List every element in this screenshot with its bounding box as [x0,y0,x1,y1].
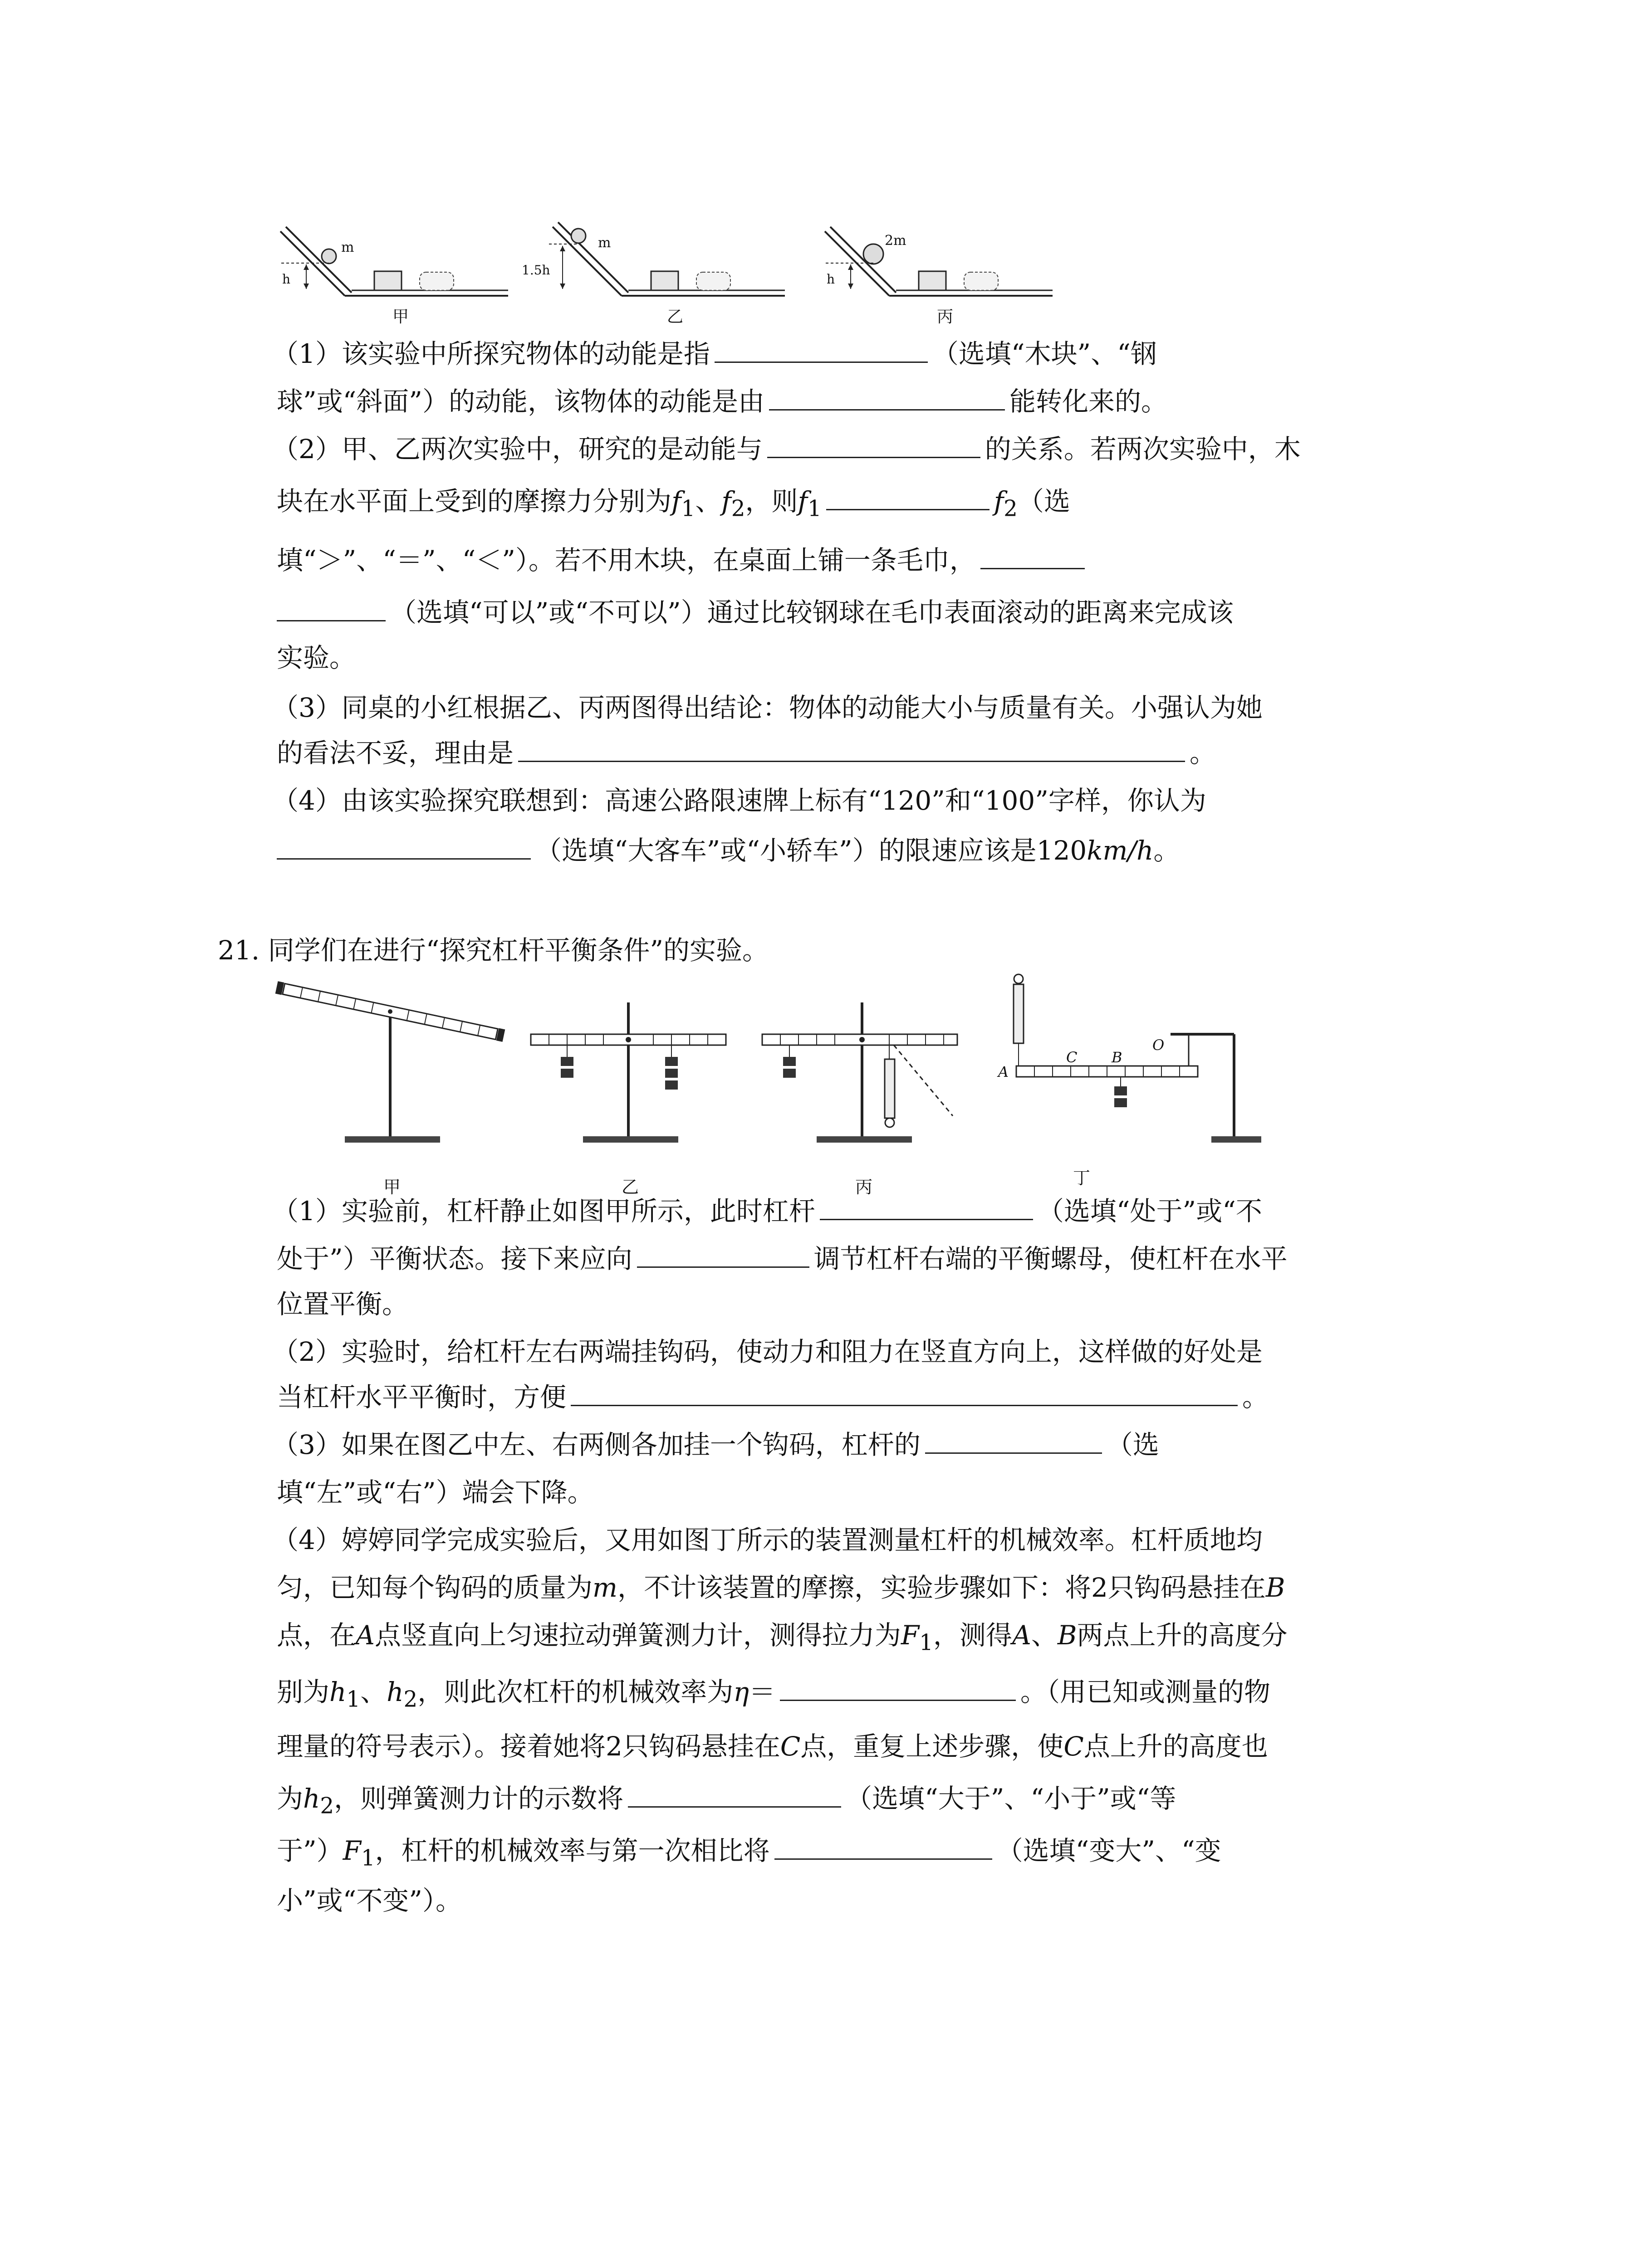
subscript: 1 [807,496,822,522]
answer-blank[interactable] [767,456,980,458]
q20-p1-text: （选填“木块”、“钢 [932,338,1157,369]
panel-label: 甲 [392,308,409,326]
q21-p1-text: （1）实验前，杠杆静止如图甲所示，此时杠杆 [272,1196,815,1227]
q20-p3-text: （3）同桌的小红根据乙、丙两图得出结论：物体的动能大小与质量有关。小强认为她 [272,692,1263,723]
subscript: 1 [919,1630,933,1656]
friction-symbol: f [798,486,808,517]
q21-p2-text: 当杠杆水平平衡时，方便 [277,1382,567,1413]
q21-p1-text: 处于”）平衡状态。接下来应向 [277,1243,632,1274]
q21-p1-text: 位置平衡。 [277,1289,409,1320]
subscript: 2 [731,496,745,522]
height-label: h [282,272,291,287]
panel-label: 乙 [622,1177,639,1197]
q20-p2-text: （选 [1017,486,1070,517]
subscript: 1 [346,1686,361,1712]
height-label: h [827,272,835,287]
q21-p4-text: 、 [1031,1620,1058,1651]
q21-p4-text: 为 [277,1783,304,1814]
height-label: 1.5h [522,263,550,278]
q21-p4-text: 别为 [277,1677,330,1707]
wood-block [919,271,946,290]
q20-p2-text: 实验。 [277,642,356,673]
wood-block [374,271,402,290]
steel-ball [322,249,336,264]
q21-p4-text: 点，重复上述步骤，使 [800,1731,1064,1762]
lever-experiment-figure [272,966,1443,1202]
ramp-experiment-figure [272,218,1071,340]
answer-blank[interactable] [277,620,386,621]
q20-p2-text: 填“＞”、“＝”、“＜”）。若不用木块，在桌面上铺一条毛巾， [277,545,976,576]
steel-ball [571,229,586,243]
math-symbol: h [387,1677,404,1707]
q21-p1-text: 调节杠杆右端的平衡螺母，使杠杆在水平 [813,1243,1288,1274]
subscript: 1 [361,1845,375,1871]
q21-p2-text: 。 [1242,1382,1269,1413]
q21-p4-text: ，不计该装置的摩擦，实验步骤如下：将2只钩码悬挂在 [617,1572,1266,1603]
panel-label: 丙 [855,1177,873,1197]
q20-p3-text: 。 [1190,738,1216,768]
answer-blank[interactable] [820,1218,1033,1220]
point-label-a: A [998,1063,1009,1080]
q21-p3-text: （选 [1106,1429,1159,1460]
math-symbol: F [901,1620,920,1651]
q21-p4-text: 点上升的高度也 [1083,1731,1268,1762]
point-label-o: O [1152,1036,1165,1054]
subscript: 1 [681,496,696,522]
math-symbol: h [303,1783,320,1814]
lever-panel-yi [531,1002,726,1197]
q21-p4-text: 点竖直向上匀速拉动弹簧测力计，测得拉力为 [374,1620,901,1651]
spring-scale [1014,984,1024,1043]
answer-blank[interactable] [277,858,531,860]
q20-p4-text: 。 [1153,835,1180,866]
answer-blank[interactable] [980,567,1085,569]
answer-blank[interactable] [774,1858,992,1860]
q21-p4-text: 小”或“不变”）。 [277,1885,462,1916]
answer-blank[interactable] [571,1404,1238,1406]
subscript: 2 [320,1793,334,1819]
answer-blank[interactable] [780,1699,1016,1701]
math-symbol: B [1265,1572,1285,1603]
q21-p4-text: （选填“大于”、“小于”或“等 [846,1783,1176,1814]
math-symbol: C [1063,1731,1084,1762]
friction-symbol: f [994,486,1004,517]
math-symbol: m [593,1572,618,1603]
math-symbol: A [356,1620,375,1651]
q21-p3-text: 填“左”或“右”）端会下降。 [277,1477,594,1508]
q20-p1-text: 能转化来的。 [1009,386,1167,417]
answer-blank[interactable] [518,760,1185,762]
point-label-b: B [1112,1049,1122,1066]
lever-panel-jia [275,981,505,1197]
q21-p4-text: ，杠杆的机械效率与第一次相比将 [375,1835,770,1866]
ramp-panel-jia [280,227,508,326]
q20-p2-text: ，则 [745,486,798,517]
q21-p4-text: 点，在 [277,1620,356,1651]
q21-p4-text: 两点上升的高度分 [1077,1620,1288,1651]
answer-blank[interactable] [715,361,928,363]
math-symbol: B [1057,1620,1077,1651]
q21-p4-text: 理量的符号表示）。接着她将2只钩码悬挂在 [277,1731,780,1762]
q20-p3-text: 的看法不妥，理由是 [277,738,514,768]
q21-p4-text: 。（用已知或测量的物 [1020,1677,1271,1707]
math-symbol: A [1012,1620,1031,1651]
q21-p4-text: ＝ [749,1677,776,1707]
q21-p4-text: 于”） [277,1835,343,1866]
q21-p2-text: （2）实验时，给杠杆左右两端挂钩码，使动力和阻力在竖直方向上，这样做的好处是 [272,1336,1263,1367]
q20-p4-text: （4）由该实验探究联想到：高速公路限速牌上标有“120”和“100”字样，你认为 [272,785,1206,816]
q21-p4-text: （4）婷婷同学完成实验后，又用如图丁所示的装置测量杠杆的机械效率。杠杆质地均 [272,1525,1263,1555]
ball-mass-label: m [341,240,354,255]
question-number: 21. [218,935,260,966]
q21-p3-text: （3）如果在图乙中左、右两侧各加挂一个钩码，杠杆的 [272,1429,921,1460]
answer-blank[interactable] [628,1806,841,1808]
wood-block [651,271,678,290]
panel-label: 乙 [667,308,684,326]
point-label-c: C [1066,1049,1078,1066]
lever-panel-ding [997,974,1261,1188]
q21-p4-text: ，测得 [933,1620,1012,1651]
q20-p4-text: （选填“大客车”或“小轿车”）的限速应该是120 [535,835,1087,866]
answer-blank[interactable] [769,409,1005,411]
q20-p1-text: （1）该实验中所探究物体的动能是指 [272,338,710,369]
q20-p1-text: 球”或“斜面”）的动能，该物体的动能是由 [277,386,764,417]
math-symbol: F [343,1835,361,1866]
math-symbol: h [329,1677,347,1707]
panel-label: 丙 [937,308,954,326]
q20-p2-text: （2）甲、乙两次实验中，研究的是动能与 [272,434,763,464]
ball-mass-label: m [598,235,611,251]
q20-p2-text: 块在水平面上受到的摩擦力分别为 [277,486,672,517]
q21-p4-text: ，则弹簧测力计的示数将 [334,1783,624,1814]
q21-p4-text: （选填“变大”、“变 [996,1835,1221,1866]
friction-symbol: f [721,486,731,517]
question-stem: 同学们在进行“探究杠杆平衡条件”的实验。 [268,935,769,966]
speed-unit: km/h [1087,835,1154,866]
ball-mass-label: 2m [885,233,906,249]
q21-p4-text: 匀，已知每个钩码的质量为 [277,1572,593,1603]
panel-label: 丁 [1073,1168,1091,1188]
q20-p2-text: （选填“可以”或“不可以”）通过比较钢球在毛巾表面滚动的距离来完成该 [390,597,1234,628]
panel-label: 甲 [383,1177,401,1197]
lever-panel-bing [762,1002,957,1197]
answer-blank[interactable] [925,1452,1102,1454]
q21-p4-text: 、 [360,1677,387,1707]
ramp-panel-yi [522,222,785,326]
spring-scale [885,1059,895,1118]
subscript: 2 [1004,496,1018,522]
math-symbol: C [780,1731,801,1762]
q20-p2-text: 的关系。若两次实验中，木 [985,434,1301,464]
q21-p4-text: ，则此次杠杆的机械效率为 [417,1677,734,1707]
answer-blank[interactable] [637,1266,809,1268]
steel-ball [863,244,883,264]
friction-symbol: f [671,486,681,517]
math-symbol: η [733,1677,749,1707]
subscript: 2 [403,1686,418,1712]
q20-p2-text: 、 [695,486,722,517]
q21-p1-text: （选填“处于”或“不 [1037,1196,1262,1227]
answer-blank[interactable] [826,508,989,510]
ramp-panel-bing [825,227,1053,326]
